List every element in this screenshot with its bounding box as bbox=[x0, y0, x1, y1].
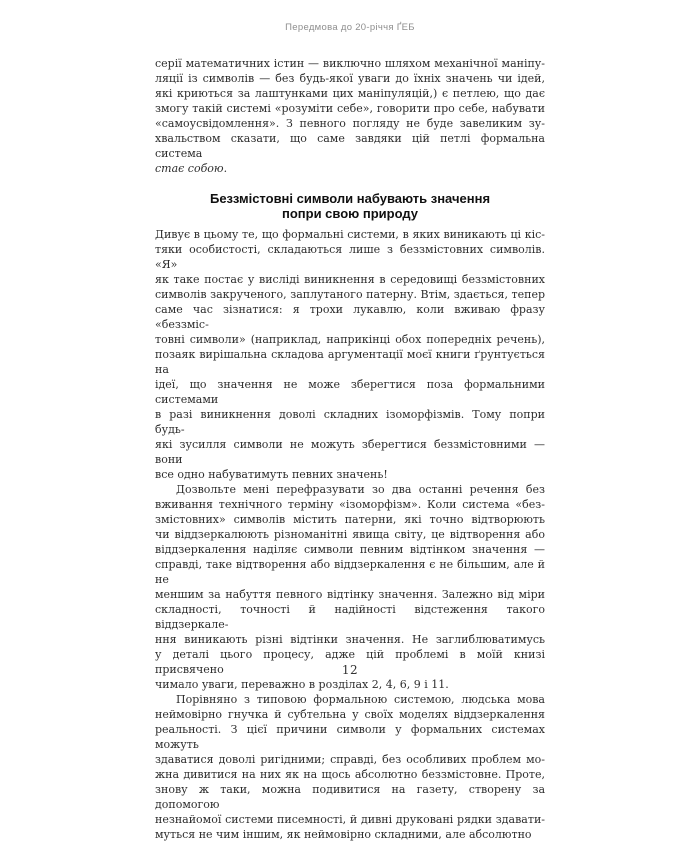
text-line: жна дивитися на них як на щось абсолютно беззмістовне. Проте, bbox=[155, 768, 545, 781]
text-line: реальності. З цієї причини символи у формальних системах можуть bbox=[155, 723, 545, 751]
text-line: знову ж таки, можна подивитися на газету, створену за допомогою bbox=[155, 783, 545, 811]
text-line: товні символи» (наприклад, наприкінці обох попередніх речень), bbox=[155, 333, 545, 346]
text-column bbox=[155, 56, 545, 842]
page-number: 12 bbox=[341, 663, 359, 677]
text-line: саме час зізнатися: я трохи лукавлю, коли вживаю фразу «беззміс- bbox=[155, 303, 545, 331]
text-line: попри свою природу bbox=[281, 206, 419, 221]
text-line: хвальством сказати, що саме завдяки цій петлі формальна система bbox=[155, 132, 545, 160]
text-line: позаяк вирішальна складова аргументації моєї книги ґрунтується на bbox=[155, 348, 545, 376]
text-line: Беззмістовні символи набувають значення bbox=[209, 191, 491, 206]
text-line: Дивує в цьому те, що формальні системи, в яких виникають ці кіс- bbox=[155, 228, 545, 241]
running-header: Передмова до 20-річчя ҐЕБ bbox=[285, 22, 415, 33]
paragraph-2 bbox=[155, 227, 545, 482]
text-line: чи віддзеркалюють різноманітні явища світу, це відтворення або bbox=[155, 528, 545, 541]
text-line: віддзеркалення наділяє символи певним відтінком значення — bbox=[155, 543, 545, 556]
text-line: незнайомої системи писемності, й дивні друковані рядки здавати- bbox=[155, 813, 545, 826]
text-line: вживання технічного терміну «ізоморфізм». Коли система «без- bbox=[155, 498, 545, 511]
text-line: ння виникають різні відтінки значення. Не заглиблюватимусь bbox=[155, 633, 545, 646]
section-heading bbox=[155, 191, 545, 221]
text-line: все одно набуватимуть певних значень! bbox=[155, 468, 388, 481]
text-line: неймовірно гнучка й субтельна у своїх моделях віддзеркалення bbox=[155, 708, 545, 721]
text-line: ляції із символів — без будь-якої уваги до їхніх значень чи ідей, bbox=[155, 72, 545, 85]
text-line: які зусилля символи не можуть зберегтися беззмістовними — вони bbox=[155, 438, 545, 466]
paragraph-4 bbox=[155, 692, 545, 842]
text-line: змогу такій системі «розуміти себе», говорити про себе, набувати bbox=[155, 102, 545, 115]
text-line: як таке постає у висліді виникнення в середовищі беззмістовних bbox=[155, 273, 545, 286]
paragraph-3 bbox=[155, 482, 545, 692]
text-line: складності, точності й надійності відстеження такого віддзеркале- bbox=[155, 603, 545, 631]
text-line: справді, таке відтворення або віддзеркалення є не більшим, але й не bbox=[155, 558, 545, 586]
text-line: у деталі цього процесу, адже цій проблемі в моїй книзі присвячено bbox=[155, 648, 545, 676]
text-line: серії математичних істин — виключно шляхом механічної маніпу- bbox=[155, 57, 545, 70]
text-line: Порівняно з типовою формальною системою, людська мова bbox=[176, 693, 545, 706]
text-line: меншим за набуття певного відтінку значення. Залежно від міри bbox=[155, 588, 545, 601]
text-line: які криються за лаштунками цих маніпуляцій,) є петлею, що дає bbox=[155, 87, 545, 100]
text-line: муться не чим іншим, як неймовірно складними, але абсолютно bbox=[155, 828, 532, 841]
text-line: тяки особистості, складаються лише з беззмістовних символів. «Я» bbox=[155, 243, 545, 271]
text-line: змістовних» символів містить патерни, які точно відтворюють bbox=[155, 513, 545, 526]
text-line: здаватися доволі ригідними; справді, без особливих проблем мо- bbox=[155, 753, 545, 766]
italic-phrase: стає собою. bbox=[155, 162, 228, 175]
paragraph-continuation bbox=[155, 56, 545, 161]
text-line: чимало уваги, переважно в розділах 2, 4, 6, 9 і 11. bbox=[155, 678, 449, 691]
text-line: Дозвольте мені перефразувати зо два останні речення без bbox=[176, 483, 545, 496]
text-line: «самоусвідомлення». З певного погляду не буде завеликим зу- bbox=[155, 117, 545, 130]
text-line: в разі виникнення доволі складних ізоморфізмів. Тому попри будь- bbox=[155, 408, 545, 436]
text-line: ідеї, що значення не може зберегтися поза формальними системами bbox=[155, 378, 545, 406]
text-line: символів закрученого, заплутаного патерну. Втім, здається, тепер bbox=[155, 288, 545, 301]
